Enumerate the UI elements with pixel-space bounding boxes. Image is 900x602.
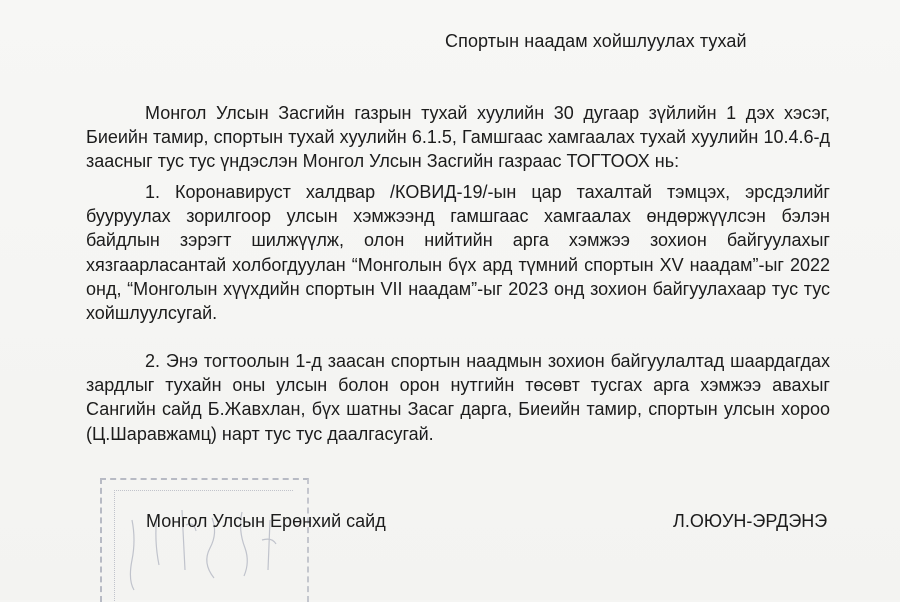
stamp-marks xyxy=(102,480,307,602)
clause-2-paragraph: 2. Энэ тогтоолын 1-д заасан спортын наадмын зохион байгуулалтад шаардагдах зардлыг тухайн оны улсын болон орон нутгийн төсөвт тусгах арга хэмжээ авахыг Сангийн сайд Б.Жавхлан, бүх шатны Засаг дарга, Биеийн тамир, спортын улсын хороо (Ц.Шаравжамц) нарт тус тус даалгасугай. xyxy=(86,351,830,444)
preamble-paragraph: Монгол Улсын Засгийн газрын тухай хуулийн 30 дугаар зүйлийн 1 дэх хэсэг, Биеийн тамир, спортын тухай хуулийн 6.1.5, Гамшгаас хамгаалах тухай хуулийн 10.4.6-д заасныг тус тус үндэслэн Монгол Улсын Засгийн газраас ТОГТООХ нь: xyxy=(86,103,830,172)
official-stamp xyxy=(100,478,309,602)
document-title: Спортын наадам хойшлуулах тухай xyxy=(445,31,747,51)
signer-name: Л.ОЮУН-ЭРДЭНЭ xyxy=(673,511,828,531)
signer-position: Монгол Улсын Ерөнхий сайд xyxy=(146,511,386,531)
clause-1-paragraph: 1. Коронавируст халдвар /КОВИД-19/-ын цар тахалтай тэмцэх, эрсдэлийг бууруулах зорилгоор улсын хэмжээнд гамшгаас хамгаалах өндөржүүлсэн бэлэн байдлын зэрэгт шилжүүлж, олон нийтийн арга хэмжээ зохион байгуулахыг хязгаарласантай холбогдуулан “Монголын бүх ард түмний спортын XV наадам”-ыг 2022 онд, “Монголын хүүхдийн спортын VII наадам”-ыг 2023 онд зохион байгуулахаар тус тус хойшлуулсугай. xyxy=(86,182,830,324)
